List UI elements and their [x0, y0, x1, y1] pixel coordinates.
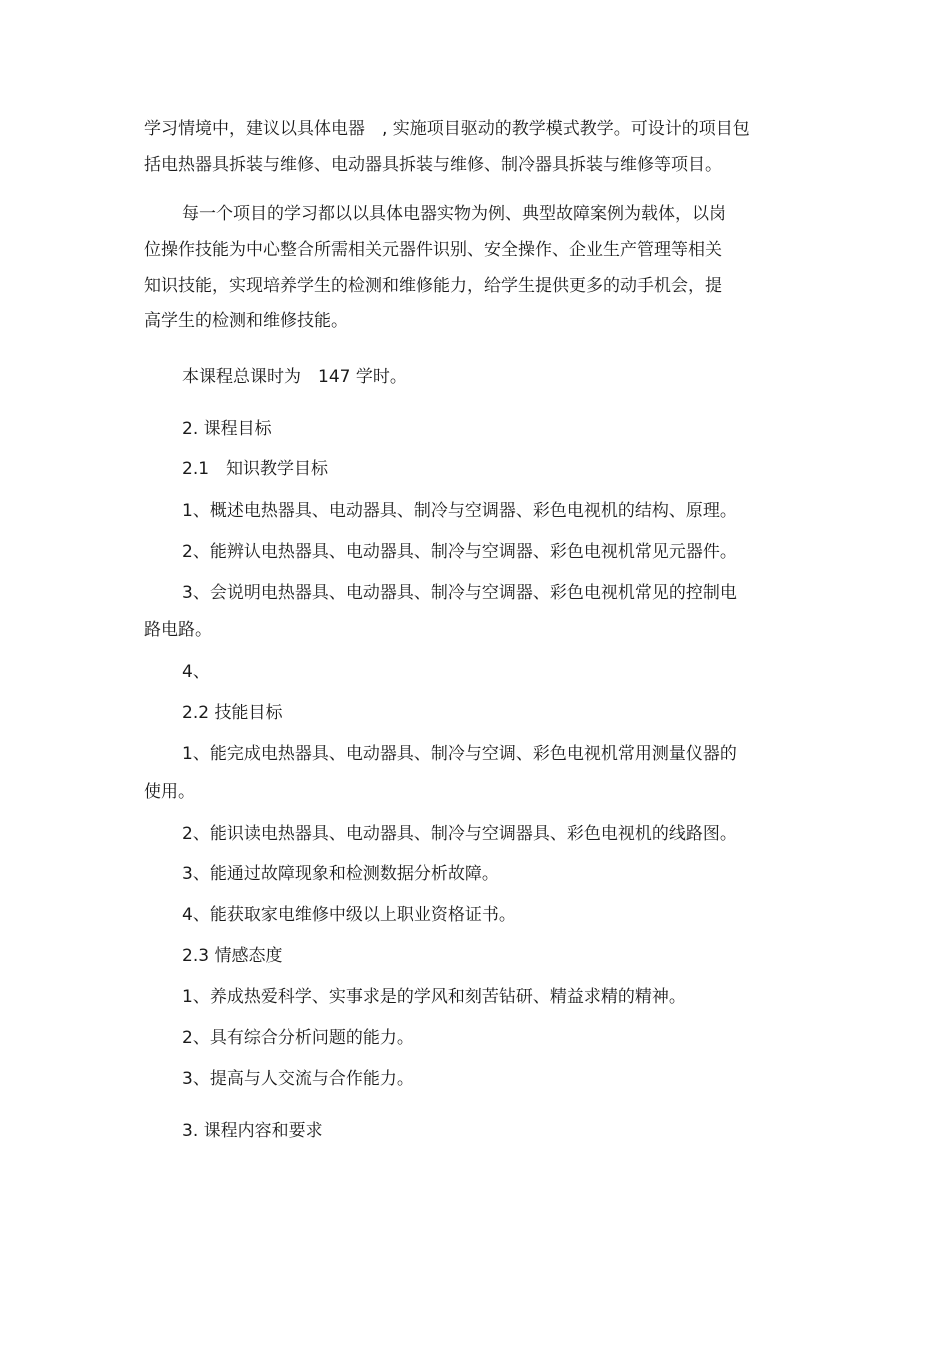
paragraph-2-line-1: 每一个项目的学习都以以具体电器实物为例、典型故障案例为载体，以岗 [182, 204, 726, 224]
attitude-item-1: 1、养成热爱科学、实事求是的学风和刻苦钻研、精益求精的精神。 [182, 987, 686, 1007]
intro-line-2: 括电热器具拆装与维修、电动器具拆装与维修、制冷器具拆装与维修等项目。 [144, 155, 722, 175]
attitude-item-3: 3、提高与人交流与合作能力。 [182, 1069, 414, 1089]
skill-goals-heading: 2.2 技能目标 [182, 703, 283, 723]
skill-item-1-line-2: 使用。 [144, 782, 195, 802]
paragraph-2-line-2: 位操作技能为中心整合所需相关元器件识别、安全操作、企业生产管理等相关 [144, 240, 722, 260]
section-3-heading: 3. 课程内容和要求 [182, 1121, 323, 1141]
skill-item-3: 3、能通过故障现象和检测数据分析故障。 [182, 864, 499, 884]
knowledge-item-3-line-1: 3、会说明电热器具、电动器具、制冷与空调器、彩色电视机常见的控制电 [182, 583, 737, 603]
attitude-goals-heading: 2.3 情感态度 [182, 946, 283, 966]
knowledge-item-1: 1、概述电热器具、电动器具、制冷与空调器、彩色电视机的结构、原理。 [182, 501, 737, 521]
attitude-item-2: 2、具有综合分析问题的能力。 [182, 1028, 414, 1048]
total-hours: 本课程总课时为 147 学时。 [182, 367, 407, 387]
paragraph-2-line-3: 知识技能，实现培养学生的检测和维修能力，给学生提供更多的动手机会，提 [144, 276, 722, 296]
knowledge-goals-heading: 2.1 知识教学目标 [182, 459, 329, 479]
knowledge-item-2: 2、能辨认电热器具、电动器具、制冷与空调器、彩色电视机常见元器件。 [182, 542, 737, 562]
knowledge-item-4: 4、 [182, 662, 210, 682]
intro-line-1: 学习情境中，建议以具体电器 , 实施项目驱动的教学模式教学。可设计的项目包 [144, 119, 750, 139]
paragraph-2-line-4: 高学生的检测和维修技能。 [144, 311, 348, 331]
section-2-heading: 2. 课程目标 [182, 419, 272, 439]
knowledge-item-3-line-2: 路电路。 [144, 620, 212, 640]
skill-item-4: 4、能获取家电维修中级以上职业资格证书。 [182, 905, 516, 925]
skill-item-2: 2、能识读电热器具、电动器具、制冷与空调器具、彩色电视机的线路图。 [182, 824, 737, 844]
skill-item-1-line-1: 1、能完成电热器具、电动器具、制冷与空调、彩色电视机常用测量仪器的 [182, 744, 737, 764]
